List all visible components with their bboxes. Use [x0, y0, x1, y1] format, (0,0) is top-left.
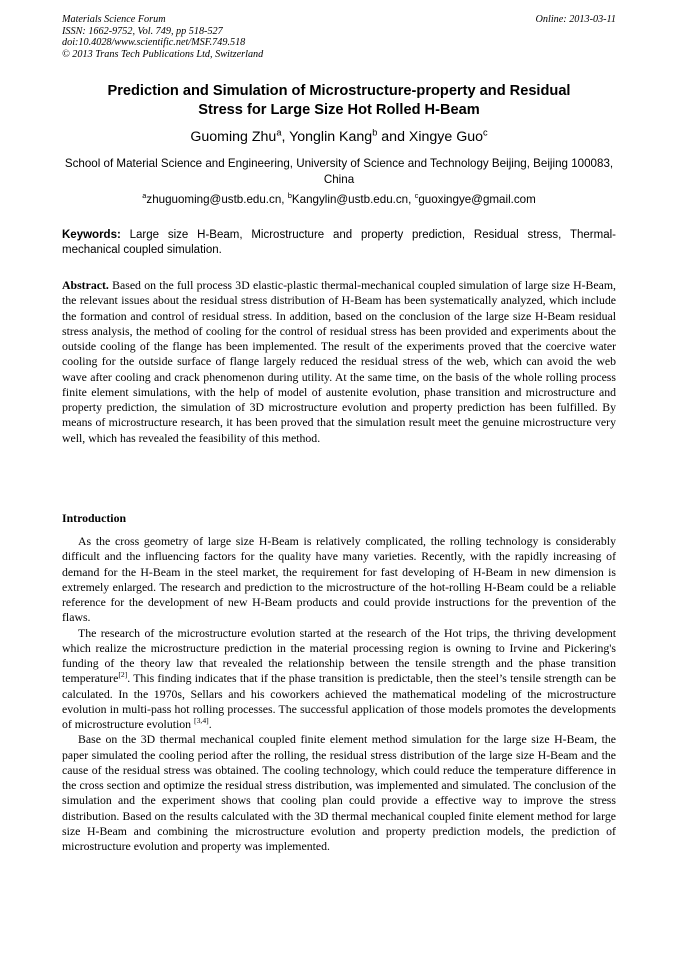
paragraph-text: . — [208, 717, 212, 731]
paragraph-text: . This finding indicates that if the phase transition is predictable, then the steel’s tensile strength can be calculated. In the 1970s, Sellars and his coworkers achieved the mathematical modeling of the microstructure evolution in multi-pass hot rolling processes. The successful application of those models promotes the developments of microstructure evolution — [62, 671, 616, 731]
author-emails — [62, 192, 616, 207]
author-separator: , — [281, 129, 290, 145]
journal-issn: ISSN: 1662-9752, Vol. 749, pp 518-527 — [62, 25, 223, 37]
author-affil-mark: b — [372, 127, 378, 138]
journal-header — [62, 14, 616, 60]
online-date: Online: 2013-03-11 — [535, 14, 616, 25]
keywords — [62, 228, 616, 258]
abstract-text: Based on the full process 3D elastic-plastic thermal-mechanical coupled simulation of large size H-Beam, the relevant issues about the residual stress distribution of H-Beam has been systematically analyzed, which include the formation and control of residual stress. In addition, based on the conclusion of the large size H-Beam residual stress analysis, the method of cooling for the control of residual stress has been provided and experiments about the outside cooling of the flange has been implemented. The result of the experiments proved that the coercive water cooling for the outside surface of flange largely reduced the residual stress of the web, which can avoid the web wave after cooling and crack phenomenon during utility. At the same time, on the basis of the whole rolling process finite element simulations, with the help of model of austenite evolution, phase transition and microstructure and property prediction, the simulation of 3D microstructure evolution and property prediction has been fulfilled. By means of microstructure research, it has been proved that the simulation result meet the genuine microstructure very well, which has revealed the feasibility of this method. — [62, 278, 616, 445]
paragraph-text: The research of the microstructure evolution started at the research of the Hot trips, the thriving development which realize the microstructure prediction in the material processing region is owning to Irvine and Pickering's funding of the theory law that revealed the relationship between the tensile strength and the phase transition temperature — [62, 625, 616, 686]
author-affil-mark: c — [483, 127, 488, 138]
journal-name: Materials Science Forum — [62, 14, 166, 25]
email-address: zhuguoming@ustb.edu.cn, — [146, 193, 288, 206]
author-list — [62, 128, 616, 146]
author-name: Yonglin Kang — [289, 129, 373, 145]
keywords-text: Large size H-Beam, Microstructure and property prediction, Residual stress, Thermal-mechanical coupled simulation. — [62, 229, 616, 256]
abstract — [62, 278, 616, 446]
title-line-1: Prediction and Simulation of Microstructure-property and Residual — [107, 83, 571, 99]
introduction-body — [62, 534, 616, 854]
author-name: Xingye Guo — [408, 129, 484, 145]
journal-doi: doi:10.4028/www.scientific.net/MSF.749.518 — [62, 37, 246, 49]
intro-paragraph: Base on the 3D thermal mechanical coupled finite element method simulation for the large size H-Beam, the paper simulated the cooling period after the rolling, the residual stress distribution of the large size H-Beam and the cause of the residual stress was obtained. The cooling technology, which could reduce the temperature difference in the cross section and optimize the residual stress distribution, was implemented and simulated. The conclusion of the simulation and the experiment shows that cooling plan could provide a effective way to improve the stress distribution. Based on the results calculated with the 3D thermal mechanical coupled finite element method for large size H-Beam and combining the microstructure evolution and property prediction models, the prediction of microstructure evolution and property was implemented. — [62, 732, 616, 853]
author-affil-mark: a — [276, 127, 282, 138]
abstract-label: Abstract. — [62, 278, 109, 292]
intro-paragraph: As the cross geometry of large size H-Beam is relatively complicated, the rolling technology is considerably difficult and the influencing factors for the quality have many varieties. Recently, with the rapidly increasing of demand for the H-Beam in the steel market, the requirement for fast developing of H-Beam in new dimension is extremely enlarged. The research and prediction to the microstructure of the hot-rolling H-Beam could be a reliable reference for the development of new H-Beam products and could provide instructions for the prevention of the flaws. — [62, 534, 616, 625]
author-affiliation: School of Material Science and Engineering, University of Science and Technology Beijing, Beijing 100083, China — [64, 157, 614, 186]
keywords-label: Keywords: — [62, 229, 121, 241]
paper-title — [62, 82, 616, 119]
email-mark: a — [142, 191, 147, 201]
citation-ref[interactable]: [3,4] — [194, 716, 209, 726]
intro-paragraph — [62, 626, 616, 733]
section-heading-introduction: Introduction — [62, 511, 127, 525]
email-address: Kangylin@ustb.edu.cn, — [291, 193, 415, 206]
author-separator: and — [377, 129, 409, 145]
journal-copyright: © 2013 Trans Tech Publications Ltd, Switzerland — [62, 48, 264, 60]
email-address: guoxingye@gmail.com — [418, 193, 536, 206]
email-mark: b — [287, 191, 292, 201]
citation-ref[interactable]: [2] — [118, 670, 128, 680]
title-line-2: Stress for Large Size Hot Rolled H-Beam — [198, 101, 480, 118]
email-mark: c — [414, 191, 419, 201]
author-name: Guoming Zhu — [190, 129, 277, 145]
